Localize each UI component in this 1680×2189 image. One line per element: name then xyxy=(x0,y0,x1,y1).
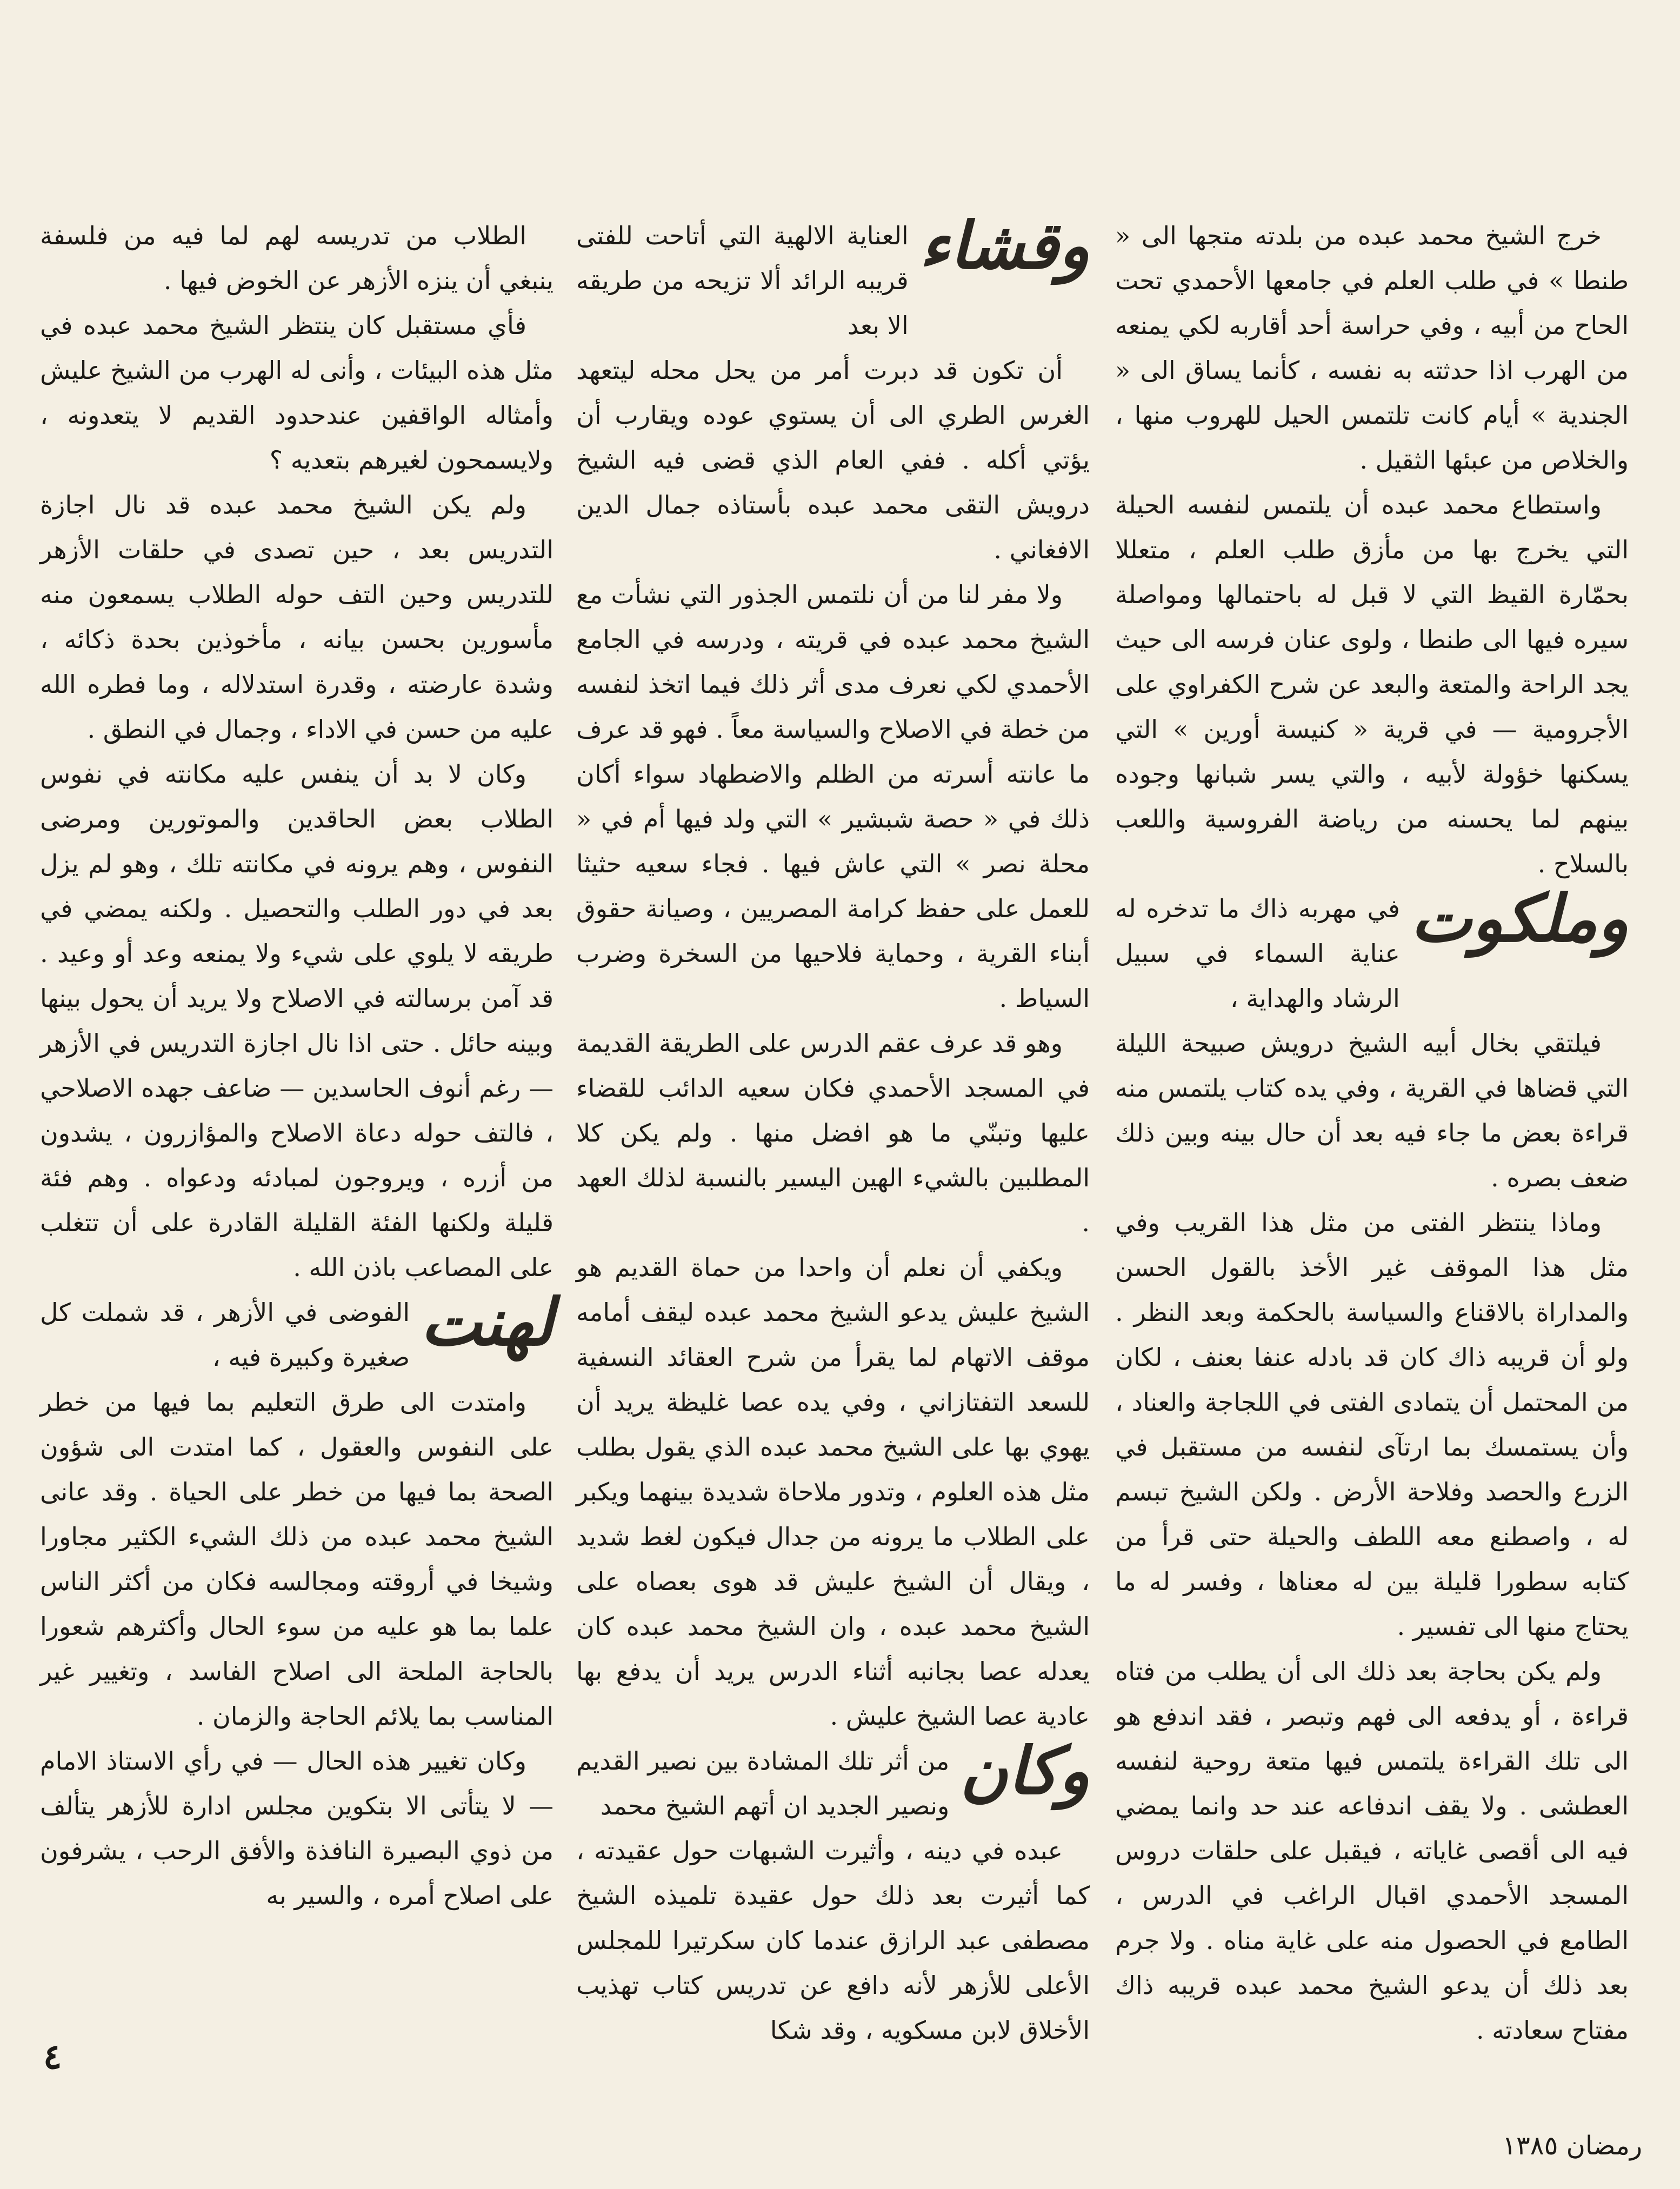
paragraph: وهو قد عرف عقم الدرس على الطريقة القديمة في المسجد الأحمدي فكان سعيه الدائب للقضاء عليها وتبنّي ما هو افضل منها . ولم يكن كلا المطلبين بالشيء الهين اليسير بالنسبة لذلك العهد . xyxy=(576,1029,1090,1237)
paragraph: وكان تغيير هذه الحال — في رأي الاستاذ الامام — لا يتأتى الا بتكوين مجلس ادارة للأزهر يتألف من ذوي البصيرة النافذة والأفق الرحب ، يشرفون على اصلاح أمره ، والسير به xyxy=(40,1746,554,1910)
paragraph: ويكفي أن نعلم أن واحدا من حماة القديم هو الشيخ عليش يدعو الشيخ محمد عبده ليقف أمامه موقف الاتهام لما يقرأ من شرح العقائد النسفية للسعد التفتازاني ، وفي يده عصا غليظة يريد أن يهوي بها على الشيخ محمد عبده الذي يقول بطلب مثل هذه العلوم ، وتدور ملاحاة شديدة بينهما ويكبر على الطلاب ما يرونه من جدال فيكون لغط شديد ، ويقال أن الشيخ عليش قد هوى بعصاه على الشيخ محمد عبده ، وان الشيخ محمد عبده كان يعدله عصا بجانبه أثناء الدرس يريد أن يدفع بها عادية عصا الشيخ عليش . xyxy=(576,1253,1090,1731)
paragraph: فأي مستقبل كان ينتظر الشيخ محمد عبده في مثل هذه البيئات ، وأنى له الهرب من الشيخ عليش وأمثاله الواقفين عندحدود القديم لا يتعدونه ، ولايسمحون لغيرهم بتعديه ؟ xyxy=(40,311,554,475)
calligraphic-heading: لهنت xyxy=(421,1284,554,1360)
paragraph: وكان لا بد أن ينفس عليه مكانته في نفوس الطلاب بعض الحاقدين والموتورين ومرضى النفوس ، وهم يرونه في مكانته تلك ، وهو لم يزل بعد في دور الطلب والتحصيل . ولكنه يمضي في طريقه لا يلوي على شيء ولا يمنعه وعد أو وعيد . قد آمن برسالته في الاصلاح ولا يريد أن يحول بينها وبينه حائل . حتى اذا نال اجازة التدريس في الأزهر — رغم أنوف الحاسدين — ضاعف جهده الاصلاحي ، فالتف حوله دعاة الاصلاح والمؤازرون ، يشدون من أزره ، ويروجون لمبادئه ودعواه . وهم فئة قليلة ولكنها الفئة القليلة القادرة على أن تتغلب على المصاعب باذن الله . xyxy=(40,759,554,1282)
drop-heading-block xyxy=(40,1284,554,1380)
paragraph: ولم يكن بحاجة بعد ذلك الى أن يطلب من فتاه قراءة ، أو يدفعه الى فهم وتبصر ، فقد اندفع هو الى تلك القراءة يلتمس فيها متعة روحية لنفسه العطشى . ولا يقف اندفاعه عند حد وانما يمضي فيه الى أقصى غاياته ، فيقبل على حلقات دروس المسجد الأحمدي اقبال الراغب في الدرس ، الطامع في الحصول منه على غاية مناه . ولا جرم بعد ذلك أن يدعو الشيخ محمد عبده قريبه ذاك مفتاح سعادته . xyxy=(1115,1657,1629,2045)
lead-paragraph: الفوضى في الأزهر ، قد شملت كل صغيرة وكبيرة فيه ، xyxy=(40,1298,410,1372)
drop-heading-block xyxy=(576,208,1090,348)
paragraph: وماذا ينتظر الفتى من مثل هذا القريب وفي مثل هذا الموقف غير الأخذ بالقول الحسن والمداراة بالاقناع والسياسة بالحكمة وبعد النظر . ولو أن قريبه ذاك كان قد بادله عنفا بعنف ، لكان من المحتمل أن يتمادى الفتى في اللجاجة والعناد ، وأن يستمسك بما ارتآى لنفسه من مستقبل في الزرع والحصد وفلاحة الأرض . ولكن الشيخ تبسم له ، واصطنع معه اللطف والحيلة حتى قرأ من كتابه سطورا قليلة بين له معناها ، وفسر له ما يحتاج منها الى تفسير . xyxy=(1115,1208,1629,1641)
drop-heading-block xyxy=(1115,880,1629,1021)
paragraph: فيلتقي بخال أبيه الشيخ درويش صبيحة الليلة التي قضاها في القرية ، وفي يده كتاب يلتمس منه قراءة بعض ما جاء فيه بعد أن حال بينه وبين ذلك ضعف بصره . xyxy=(1115,1029,1629,1192)
paragraph: وامتدت الى طرق التعليم بما فيها من خطر على النفوس والعقول ، كما امتدت الى شؤون الصحة بما فيها من خطر على الحياة . وقد عانى الشيخ محمد عبده من ذلك الشيء الكثير مجاورا وشيخا في أروقته ومجالسه فكان من أكثر الناس علما بما هو عليه من سوء الحال وأكثرهم شعورا بالحاجة الملحة الى اصلاح الفاسد ، وتغيير غير المناسب بما يلائم الحاجة والزمان . xyxy=(40,1387,554,1731)
page-number: ٤ xyxy=(43,2037,62,2077)
calligraphic-heading: وكان xyxy=(960,1733,1090,1809)
paragraph: أن تكون قد دبرت أمر من يحل محله ليتعهد الغرس الطري الى أن يستوي عوده ويقارب أن يؤتي أكله . ففي العام الذي قضى فيه الشيخ درويش التقى محمد عبده بأستاذه جمال الدين الافغاني . xyxy=(576,356,1090,564)
lead-paragraph: من أثر تلك المشادة بين نصير القديم ونصير الجديد ان أتهم الشيخ محمد xyxy=(576,1746,950,1820)
drop-heading-block xyxy=(576,1733,1090,1828)
paragraph: واستطاع محمد عبده أن يلتمس لنفسه الحيلة التي يخرج بها من مأزق طلب العلم ، متعللا بحمّارة القيظ التي لا قبل له باحتمالها ومواصلة سيره فيها الى طنطا ، ولوى عنان فرسه الى حيث يجد الراحة والمتعة والبعد عن شرح الكفراوي على الأجرومية — في قرية « كنيسة أورين » التي يسكنها خؤولة لأبيه ، والتي يسر شبانها وجوده بينهم لما يحسنه من رياضة الفروسية واللعب بالسلاح . xyxy=(1115,490,1629,878)
calligraphic-heading: وملكوت xyxy=(1410,880,1629,957)
paragraph: ولا مفر لنا من أن نلتمس الجذور التي نشأت مع الشيخ محمد عبده في قريته ، ودرسه في الجامع الأحمدي لكي نعرف مدى أثر ذلك فيما اتخذ لنفسه من خطة في الاصلاح والسياسة معاً . فهو قد عرف ما عانته أسرته من الظلم والاضطهاد سواء أكان ذلك في « حصة شبشير » التي ولد فيها أم في « محلة نصر » التي عاش فيها . فجاء سعيه حثيثا للعمل على حفظ كرامة المصريين ، وصيانة حقوق أبناء القرية ، وحماية فلاحيها من السخرة وضرب السياط . xyxy=(576,580,1090,1013)
issue-date-footer: رمضان ١٣٨٥ xyxy=(1502,2131,1642,2161)
paragraph: خرج الشيخ محمد عبده من بلدته متجها الى « طنطا » في طلب العلم في جامعها الأحمدي تحت الحاح من أبيه ، وفي حراسة أحد أقاربه لكي يمنعه من الهرب اذا حدثته به نفسه ، كأنما يساق الى « الجندية » أيام كانت تلتمس الحيل للهروب منها ، والخلاص من عبئها الثقيل . xyxy=(1115,221,1629,475)
column-left xyxy=(40,213,554,2051)
column-right xyxy=(1115,213,1629,2051)
column-middle xyxy=(576,208,1090,2051)
paragraph: عبده في دينه ، وأثيرت الشبهات حول عقيدته ، كما أثيرت بعد ذلك حول عقيدة تلميذه الشيخ مصطفى عبد الرازق عندما كان سكرتيرا للمجلس الأعلى للأزهر لأنه دافع عن تدريس كتاب تهذيب الأخلاق لابن مسكويه ، وقد شكا xyxy=(576,1836,1090,2045)
lead-paragraph: العناية الالهية التي أتاحت للفتى قريبه الرائد ألا تزيحه من طريقه الا بعد xyxy=(576,221,909,340)
paragraph: الطلاب من تدريسه لهم لما فيه من فلسفة ينبغي أن ينزه الأزهر عن الخوض فيها . xyxy=(40,221,554,295)
paragraph: ولم يكن الشيخ محمد عبده قد نال اجازة التدريس بعد ، حين تصدى في حلقات الأزهر للتدريس وحين التف حوله الطلاب يسمعون منه مأسورين بحسن بيانه ، مأخوذين بحدة ذكائه ، وشدة عارضته ، وقدرة استدلاله ، وما فطره الله عليه من حسن في الاداء ، وجمال في النطق . xyxy=(40,490,554,744)
lead-paragraph: في مهربه ذاك ما تدخره له عناية السماء في سبيل الرشاد والهداية ، xyxy=(1115,894,1400,1013)
calligraphic-heading: وقشاء xyxy=(919,208,1090,284)
